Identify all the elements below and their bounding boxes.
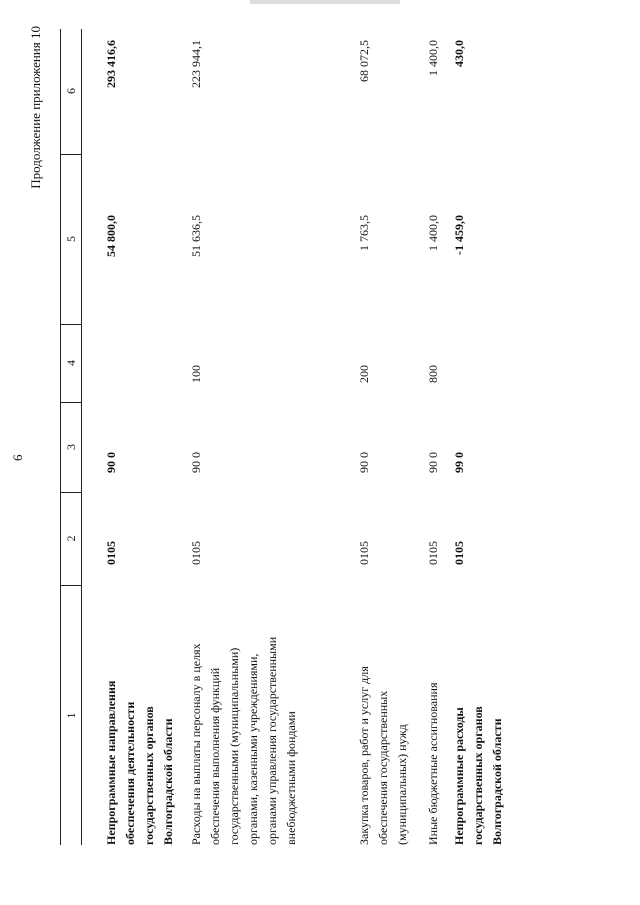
row-name: Непрограммные направления обеспечения деятельности государственных органов Волгоградской области xyxy=(104,680,175,845)
header-col-1: 1 xyxy=(64,712,78,719)
row-section: 0105 xyxy=(104,541,118,565)
row-change: 51 636,5 xyxy=(189,215,203,257)
row-expense-type: 100 xyxy=(189,365,203,383)
row-target: 90 0 xyxy=(357,452,371,473)
row-target: 99 0 xyxy=(452,452,466,473)
header-col-6: 6 xyxy=(61,28,81,155)
header-col-5: 5 xyxy=(61,154,81,325)
row-section: 0105 xyxy=(452,541,466,565)
header-col-3: 3 xyxy=(61,402,81,493)
row-section: 0105 xyxy=(357,541,371,565)
row-name: Непрограммные расходы государственных органов Волгоградской области xyxy=(452,706,504,845)
row-section: 0105 xyxy=(426,541,440,565)
row-change: -1 459,0 xyxy=(452,215,466,255)
row-change: 1 400,0 xyxy=(426,215,440,251)
row-name: Закупка товаров, работ и услуг для обеспечения государственных (муниципальных) нужд xyxy=(357,666,409,845)
row-section: 0105 xyxy=(189,541,203,565)
row-change: 1 763,5 xyxy=(357,215,371,251)
continuation-label: Продолжение приложения 10 xyxy=(28,26,43,189)
row-name: Иные бюджетные ассигнования xyxy=(426,682,440,845)
table-header xyxy=(60,29,82,845)
row-change: 54 800,0 xyxy=(104,215,118,257)
row-expense-type: 200 xyxy=(357,365,371,383)
header-col-2: 2 xyxy=(61,492,81,586)
row-target: 90 0 xyxy=(189,452,203,473)
page-number: 6 xyxy=(10,454,25,461)
row-total: 223 944,1 xyxy=(189,40,203,88)
row-target: 90 0 xyxy=(426,452,440,473)
row-expense-type: 800 xyxy=(426,365,440,383)
header-col-4: 4 xyxy=(61,324,81,403)
row-total: 68 072,5 xyxy=(357,40,371,82)
row-name: Расходы на выплаты персоналу в целях обеспечения выполнения функций государственными (муниципальными) органами, казенными учреждениями, органами управления государственными внебюджетными фондами xyxy=(189,636,298,845)
row-total: 430,0 xyxy=(452,40,466,67)
row-target: 90 0 xyxy=(104,452,118,473)
row-total: 1 400,0 xyxy=(426,40,440,76)
row-total: 293 416,6 xyxy=(104,40,118,88)
